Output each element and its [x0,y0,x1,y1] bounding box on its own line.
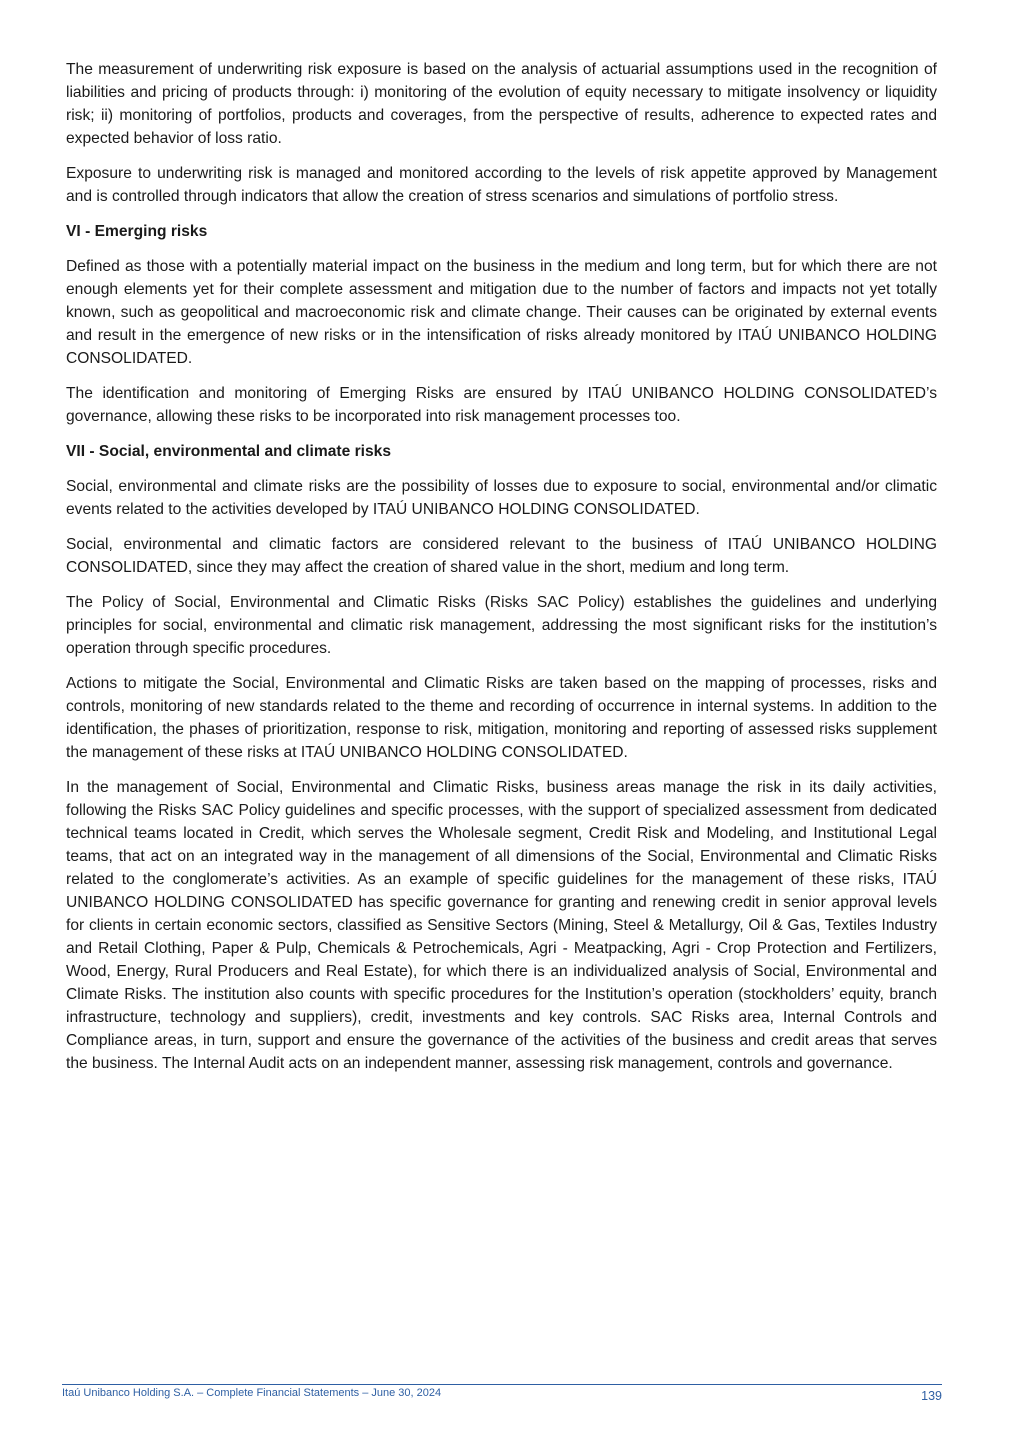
paragraph-underwriting-exposure: Exposure to underwriting risk is managed and monitored according to the levels of risk appetite approved by Management and is controlled through indicators that allow the creation of stress scenarios and simulations of portfolio stress. [66,165,937,205]
section-heading-sac-risks: VII - Social, environmental and climate risks [66,443,391,460]
paragraph-sac-management: In the management of Social, Environmental and Climatic Risks, business areas manage the risk in its daily activities, following the Risks SAC Policy guidelines and specific processes, with the support of specialized assessment from dedicated technical teams located in Credit, which serves the Wholesale segment, Credit Risk and Modeling, and Institutional Legal teams, that act on an integrated way in the management of all dimensions of the Social, Environmental and Climatic Risks related to the conglomerate’s activities. As an example of specific guidelines for the management of these risks, ITAÚ UNIBANCO HOLDING CONSOLIDATED has specific governance for granting and renewing credit in senior approval levels for clients in certain economic sectors, classified as Sensitive Sectors (Mining, Steel & Metallurgy, Oil & Gas, Textiles Industry and Retail Clothing, Paper & Pulp, Chemicals & Petrochemicals, Agri - Meatpacking, Agri - Crop Protection and Fertilizers, Wood, Energy, Rural Producers and Real Estate), for which there is an individualized analysis of Social, Environmental and Climate Risks. The institution also counts with specific procedures for the Institution’s operation (stockholders’ equity, branch infrastructure, technology and suppliers), credit, investments and key controls. SAC Risks area, Internal Controls and Compliance areas, in turn, support and ensure the governance of the activities of the business and credit areas that serves the business. The Internal Audit acts on an independent manner, assessing risk management, controls and governance. [66,779,937,1072]
paragraph-sac-policy: The Policy of Social, Environmental and Climatic Risks (Risks SAC Policy) establishes the guidelines and underlying principles for social, environmental and climatic risk management, addressing the most significant risks for the institution’s operation through specific procedures. [66,594,937,657]
footer-page-number: 139 [921,1389,942,1403]
paragraph-sac-factors: Social, environmental and climatic factors are considered relevant to the business of ITAÚ UNIBANCO HOLDING CONSOLIDATED, since they may affect the creation of shared value in the short, medium and long term. [66,536,937,576]
footer-document-title: Itaú Unibanco Holding S.A. – Complete Financial Statements – June 30, 2024 [62,1387,442,1399]
paragraph-sac-risks-definition: Social, environmental and climate risks are the possibility of losses due to exposure to social, environmental and/or climatic events related to the activities developed by ITAÚ UNIBANCO HOLDING CONSOLIDATED. [66,478,937,518]
section-heading-emerging-risks: VI - Emerging risks [66,223,208,240]
paragraph-underwriting-measurement: The measurement of underwriting risk exposure is based on the analysis of actuarial assumptions used in the recognition of liabilities and pricing of products through: i) monitoring of the evolution of equity necessary to mitigate insolvency or liquidity risk; ii) monitoring of portfolios, products and coverages, from the perspective of results, adherence to expected rates and expected behavior of loss ratio. [66,61,937,147]
paragraph-sac-mitigation: Actions to mitigate the Social, Environmental and Climatic Risks are taken based on the mapping of processes, risks and controls, monitoring of new standards related to the theme and recording of occurrence in internal systems. In addition to the identification, the phases of prioritization, response to risk, mitigation, monitoring and reporting of assessed risks supplement the management of these risks at ITAÚ UNIBANCO HOLDING CONSOLIDATED. [66,675,937,761]
paragraph-emerging-risks-definition: Defined as those with a potentially material impact on the business in the medium and long term, but for which there are not enough elements yet for their complete assessment and mitigation due to the number of factors and impacts not yet totally known, such as geopolitical and macroeconomic risk and climate change. Their causes can be originated by external events and result in the emergence of new risks or in the intensification of risks already monitored by ITAÚ UNIBANCO HOLDING CONSOLIDATED. [66,258,937,367]
document-body [66,58,937,1087]
page-footer [62,1384,942,1403]
paragraph-emerging-risks-governance: The identification and monitoring of Emerging Risks are ensured by ITAÚ UNIBANCO HOLDING CONSOLIDATED’s governance, allowing these risks to be incorporated into risk management processes too. [66,385,937,425]
